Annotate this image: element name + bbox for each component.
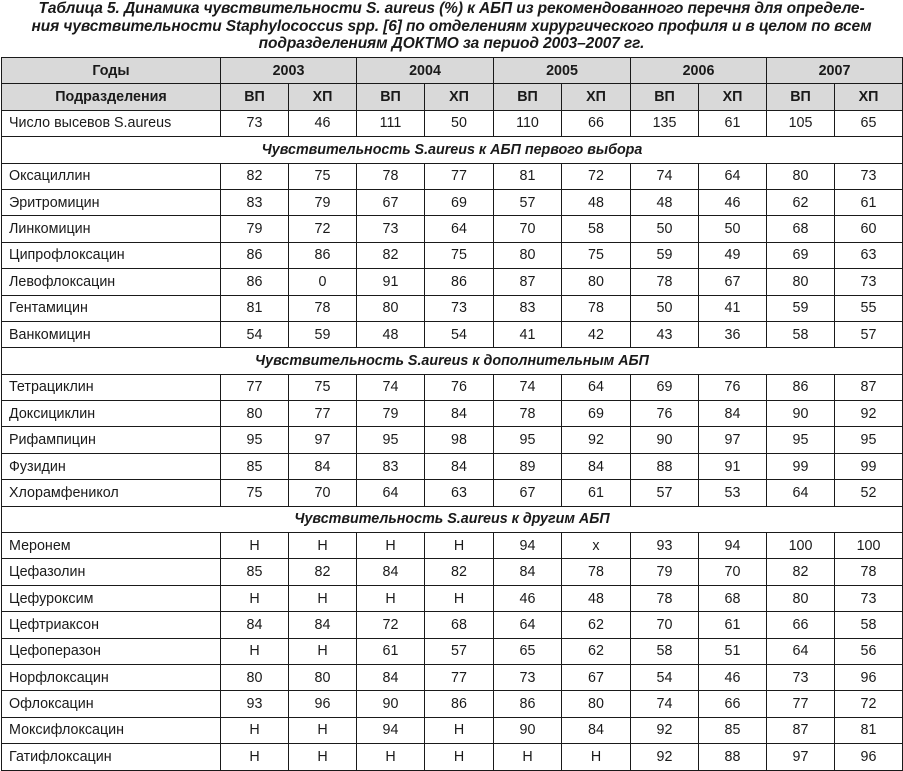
value-cell: 96 [289, 691, 357, 717]
year-header: 2007 [767, 58, 903, 84]
value-cell: 69 [767, 242, 835, 268]
value-cell: 97 [289, 427, 357, 453]
table-row [2, 295, 903, 321]
value-cell: 70 [289, 480, 357, 506]
section-title: Чувствительность S.aureus к АБП первого выбора [2, 137, 903, 163]
value-cell: 61 [562, 480, 631, 506]
table-row [2, 585, 903, 611]
year-header: 2006 [631, 58, 767, 84]
value-cell: 72 [835, 691, 903, 717]
value-cell: 73 [835, 585, 903, 611]
value-cell: 41 [699, 295, 767, 321]
value-cell: Н [494, 744, 562, 770]
sub-header-vp: ВП [767, 84, 835, 110]
section-header-row [2, 506, 903, 532]
value-cell: 72 [357, 612, 425, 638]
table-row [2, 427, 903, 453]
value-cell: 82 [767, 559, 835, 585]
sub-header-vp: ВП [221, 84, 289, 110]
table-row [2, 559, 903, 585]
sub-header-vp: ВП [357, 84, 425, 110]
value-cell: 62 [562, 612, 631, 638]
table-row [2, 744, 903, 770]
value-cell: 54 [221, 321, 289, 347]
value-cell: х [562, 533, 631, 559]
value-cell: 69 [425, 189, 494, 215]
table-row [2, 401, 903, 427]
value-cell: 54 [631, 664, 699, 690]
value-cell: 95 [494, 427, 562, 453]
value-cell: 93 [631, 533, 699, 559]
value-cell: 86 [494, 691, 562, 717]
value-cell: 73 [357, 216, 425, 242]
table-row [2, 717, 903, 743]
years-header: Годы [2, 58, 221, 84]
value-cell: 81 [835, 717, 903, 743]
value-cell: 57 [631, 480, 699, 506]
value-cell: 100 [835, 533, 903, 559]
value-cell: 50 [631, 216, 699, 242]
value-cell: 92 [835, 401, 903, 427]
value-cell: 73 [494, 664, 562, 690]
value-cell: 93 [221, 691, 289, 717]
value-cell: 59 [289, 321, 357, 347]
row-label: Ципрофлоксацин [2, 242, 221, 268]
value-cell: 95 [767, 427, 835, 453]
value-cell: 78 [562, 559, 631, 585]
value-cell: Н [425, 533, 494, 559]
value-cell: 79 [631, 559, 699, 585]
value-cell: 68 [425, 612, 494, 638]
value-cell: 94 [494, 533, 562, 559]
value-cell: 48 [562, 585, 631, 611]
value-cell: 76 [631, 401, 699, 427]
value-cell: Н [357, 533, 425, 559]
value-cell: 58 [631, 638, 699, 664]
row-label: Цефтриаксон [2, 612, 221, 638]
table-row [2, 480, 903, 506]
value-cell: 75 [289, 374, 357, 400]
value-cell: 84 [221, 612, 289, 638]
value-cell: 84 [357, 559, 425, 585]
value-cell: 85 [221, 559, 289, 585]
value-cell: 46 [289, 110, 357, 136]
value-cell: 83 [357, 453, 425, 479]
row-label: Оксациллин [2, 163, 221, 189]
row-label: Цефуроксим [2, 585, 221, 611]
value-cell: 61 [835, 189, 903, 215]
value-cell: 81 [494, 163, 562, 189]
value-cell: 83 [221, 189, 289, 215]
value-cell: 64 [767, 638, 835, 664]
value-cell: 85 [699, 717, 767, 743]
value-cell: Н [289, 744, 357, 770]
value-cell: 72 [289, 216, 357, 242]
value-cell: 73 [221, 110, 289, 136]
value-cell: 73 [835, 269, 903, 295]
value-cell: 55 [835, 295, 903, 321]
value-cell: 97 [699, 427, 767, 453]
value-cell: 100 [767, 533, 835, 559]
header-row-departments [2, 84, 903, 110]
value-cell: 78 [357, 163, 425, 189]
value-cell: 49 [699, 242, 767, 268]
value-cell: 67 [699, 269, 767, 295]
value-cell: 75 [425, 242, 494, 268]
value-cell: 67 [357, 189, 425, 215]
value-cell: 78 [562, 295, 631, 321]
value-cell: 74 [494, 374, 562, 400]
value-cell: 97 [767, 744, 835, 770]
sub-header-hp: ХП [835, 84, 903, 110]
value-cell: 80 [562, 269, 631, 295]
value-cell: 64 [425, 216, 494, 242]
sub-header-vp: ВП [631, 84, 699, 110]
value-cell: 46 [494, 585, 562, 611]
value-cell: 89 [494, 453, 562, 479]
value-cell: 48 [631, 189, 699, 215]
value-cell: 48 [562, 189, 631, 215]
value-cell: 66 [562, 110, 631, 136]
value-cell: 87 [767, 717, 835, 743]
value-cell: 75 [221, 480, 289, 506]
value-cell: 75 [289, 163, 357, 189]
value-cell: 87 [835, 374, 903, 400]
value-cell: 68 [767, 216, 835, 242]
value-cell: 64 [357, 480, 425, 506]
value-cell: 84 [289, 612, 357, 638]
value-cell: 77 [221, 374, 289, 400]
value-cell: 59 [767, 295, 835, 321]
header-row-years [2, 58, 903, 84]
row-label: Эритромицин [2, 189, 221, 215]
value-cell: 76 [425, 374, 494, 400]
value-cell: Н [221, 744, 289, 770]
value-cell: 67 [494, 480, 562, 506]
value-cell: Н [425, 585, 494, 611]
value-cell: 78 [835, 559, 903, 585]
value-cell: 86 [221, 269, 289, 295]
value-cell: 46 [699, 189, 767, 215]
value-cell: 99 [767, 453, 835, 479]
value-cell: 62 [767, 189, 835, 215]
value-cell: 135 [631, 110, 699, 136]
value-cell: 63 [425, 480, 494, 506]
value-cell: 82 [425, 559, 494, 585]
value-cell: 105 [767, 110, 835, 136]
value-cell: Н [221, 717, 289, 743]
value-cell: Н [221, 638, 289, 664]
value-cell: 62 [562, 638, 631, 664]
value-cell: 82 [221, 163, 289, 189]
sub-header-hp: ХП [699, 84, 767, 110]
value-cell: 80 [221, 401, 289, 427]
year-header: 2003 [221, 58, 357, 84]
departments-header: Подразделения [2, 84, 221, 110]
table-caption [0, 0, 903, 53]
value-cell: 91 [699, 453, 767, 479]
value-cell: Н [289, 585, 357, 611]
year-header: 2005 [494, 58, 631, 84]
table-row [2, 691, 903, 717]
value-cell: 50 [425, 110, 494, 136]
row-label: Цефазолин [2, 559, 221, 585]
value-cell: 58 [562, 216, 631, 242]
value-cell: 86 [289, 242, 357, 268]
row-label: Хлорамфеникол [2, 480, 221, 506]
row-label: Меронем [2, 533, 221, 559]
value-cell: Н [221, 585, 289, 611]
table-row [2, 269, 903, 295]
value-cell: 72 [562, 163, 631, 189]
value-cell: 90 [357, 691, 425, 717]
section-header-row [2, 137, 903, 163]
value-cell: 78 [494, 401, 562, 427]
value-cell: 84 [289, 453, 357, 479]
value-cell: 63 [835, 242, 903, 268]
value-cell: 79 [357, 401, 425, 427]
value-cell: 81 [221, 295, 289, 321]
value-cell: 75 [562, 242, 631, 268]
sub-header-hp: ХП [425, 84, 494, 110]
value-cell: 59 [631, 242, 699, 268]
value-cell: 80 [494, 242, 562, 268]
caption-line: ния чувствительности Staphylococcus spp. [6] по отделениям хирургического профиля и в целом по всем [31, 17, 872, 35]
value-cell: 36 [699, 321, 767, 347]
value-cell: 53 [699, 480, 767, 506]
row-label: Офлоксацин [2, 691, 221, 717]
section-title: Чувствительность S.aureus к другим АБП [2, 506, 903, 532]
value-cell: 64 [494, 612, 562, 638]
table-row [2, 374, 903, 400]
value-cell: 77 [289, 401, 357, 427]
value-cell: 88 [631, 453, 699, 479]
value-cell: 70 [494, 216, 562, 242]
section-header-row [2, 348, 903, 374]
value-cell: 88 [699, 744, 767, 770]
value-cell: 73 [425, 295, 494, 321]
value-cell: 86 [221, 242, 289, 268]
value-cell: Н [357, 744, 425, 770]
value-cell: 84 [357, 664, 425, 690]
value-cell: 82 [357, 242, 425, 268]
value-cell: 73 [767, 664, 835, 690]
value-cell: Н [289, 638, 357, 664]
value-cell: 41 [494, 321, 562, 347]
value-cell: 60 [835, 216, 903, 242]
value-cell: 92 [562, 427, 631, 453]
value-cell: 58 [835, 612, 903, 638]
section-title: Чувствительность S.aureus к дополнительным АБП [2, 348, 903, 374]
value-cell: 57 [425, 638, 494, 664]
table-row [2, 163, 903, 189]
value-cell: 64 [767, 480, 835, 506]
value-cell: 96 [835, 664, 903, 690]
value-cell: 84 [562, 717, 631, 743]
value-cell: Н [425, 717, 494, 743]
value-cell: 54 [425, 321, 494, 347]
value-cell: 52 [835, 480, 903, 506]
value-cell: 66 [699, 691, 767, 717]
value-cell: 77 [767, 691, 835, 717]
value-cell: 58 [767, 321, 835, 347]
value-cell: 68 [699, 585, 767, 611]
value-cell: 110 [494, 110, 562, 136]
value-cell: 69 [631, 374, 699, 400]
table-row [2, 664, 903, 690]
sub-header-hp: ХП [562, 84, 631, 110]
sub-header-hp: ХП [289, 84, 357, 110]
value-cell: 84 [425, 401, 494, 427]
value-cell: 43 [631, 321, 699, 347]
value-cell: 83 [494, 295, 562, 321]
value-cell: 86 [767, 374, 835, 400]
row-label: Моксифлоксацин [2, 717, 221, 743]
row-label: Цефоперазон [2, 638, 221, 664]
value-cell: 86 [425, 691, 494, 717]
value-cell: 95 [835, 427, 903, 453]
value-cell: 111 [357, 110, 425, 136]
value-cell: 73 [835, 163, 903, 189]
value-cell: 96 [835, 744, 903, 770]
value-cell: 98 [425, 427, 494, 453]
value-cell: 78 [631, 269, 699, 295]
value-cell: 57 [494, 189, 562, 215]
table-row [2, 453, 903, 479]
value-cell: 74 [357, 374, 425, 400]
table-row [2, 638, 903, 664]
year-header: 2004 [357, 58, 494, 84]
table-body [2, 58, 903, 771]
value-cell: 78 [631, 585, 699, 611]
value-cell: 61 [699, 110, 767, 136]
value-cell: 80 [289, 664, 357, 690]
row-label: Ванкомицин [2, 321, 221, 347]
value-cell: Н [289, 717, 357, 743]
value-cell: 84 [494, 559, 562, 585]
value-cell: 57 [835, 321, 903, 347]
value-cell: 78 [289, 295, 357, 321]
row-label: Число высевов S.aureus [2, 110, 221, 136]
row-label: Гатифлоксацин [2, 744, 221, 770]
value-cell: 86 [425, 269, 494, 295]
susceptibility-table [1, 57, 903, 771]
value-cell: 65 [835, 110, 903, 136]
value-cell: Н [289, 533, 357, 559]
row-label: Норфлоксацин [2, 664, 221, 690]
value-cell: 67 [562, 664, 631, 690]
value-cell: 84 [699, 401, 767, 427]
value-cell: 80 [221, 664, 289, 690]
value-cell: 42 [562, 321, 631, 347]
table-row [2, 612, 903, 638]
value-cell: Н [357, 585, 425, 611]
value-cell: 94 [357, 717, 425, 743]
value-cell: 95 [221, 427, 289, 453]
value-cell: Н [562, 744, 631, 770]
value-cell: 50 [699, 216, 767, 242]
value-cell: 95 [357, 427, 425, 453]
value-cell: 82 [289, 559, 357, 585]
value-cell: 94 [699, 533, 767, 559]
caption-line: подразделениям ДОКТМО за период 2003–2007 гг. [258, 35, 645, 52]
caption-line: Таблица 5. Динамика чувствительности S. aureus (%) к АБП из рекомендованного перечня для определе- [38, 0, 865, 17]
value-cell: 80 [767, 163, 835, 189]
value-cell: 64 [562, 374, 631, 400]
value-cell: 79 [221, 216, 289, 242]
value-cell: 99 [835, 453, 903, 479]
value-cell: 56 [835, 638, 903, 664]
value-cell: 51 [699, 638, 767, 664]
sub-header-vp: ВП [494, 84, 562, 110]
row-label: Гентамицин [2, 295, 221, 321]
value-cell: 0 [289, 269, 357, 295]
value-cell: 70 [699, 559, 767, 585]
value-cell: 85 [221, 453, 289, 479]
row-label: Рифампицин [2, 427, 221, 453]
table-row [2, 321, 903, 347]
row-label: Доксициклин [2, 401, 221, 427]
value-cell: 91 [357, 269, 425, 295]
table-row [2, 242, 903, 268]
value-cell: 76 [699, 374, 767, 400]
value-cell: 80 [562, 691, 631, 717]
value-cell: 90 [631, 427, 699, 453]
value-cell: 87 [494, 269, 562, 295]
value-cell: 69 [562, 401, 631, 427]
value-cell: 80 [767, 585, 835, 611]
value-cell: 80 [357, 295, 425, 321]
table-row [2, 189, 903, 215]
value-cell: 80 [767, 269, 835, 295]
value-cell: 79 [289, 189, 357, 215]
value-cell: 92 [631, 717, 699, 743]
value-cell: 65 [494, 638, 562, 664]
row-label: Тетрациклин [2, 374, 221, 400]
value-cell: 64 [699, 163, 767, 189]
value-cell: 77 [425, 664, 494, 690]
table-row [2, 216, 903, 242]
row-label: Фузидин [2, 453, 221, 479]
value-cell: 84 [425, 453, 494, 479]
value-cell: Н [425, 744, 494, 770]
value-cell: 70 [631, 612, 699, 638]
value-cell: 84 [562, 453, 631, 479]
value-cell: 90 [767, 401, 835, 427]
value-cell: 90 [494, 717, 562, 743]
value-cell: 77 [425, 163, 494, 189]
table-row [2, 533, 903, 559]
value-cell: 61 [699, 612, 767, 638]
value-cell: 92 [631, 744, 699, 770]
value-cell: 61 [357, 638, 425, 664]
value-cell: Н [221, 533, 289, 559]
value-cell: 48 [357, 321, 425, 347]
value-cell: 74 [631, 691, 699, 717]
value-cell: 66 [767, 612, 835, 638]
value-cell: 46 [699, 664, 767, 690]
value-cell: 50 [631, 295, 699, 321]
table-row [2, 110, 903, 136]
value-cell: 74 [631, 163, 699, 189]
row-label: Линкомицин [2, 216, 221, 242]
row-label: Левофлоксацин [2, 269, 221, 295]
